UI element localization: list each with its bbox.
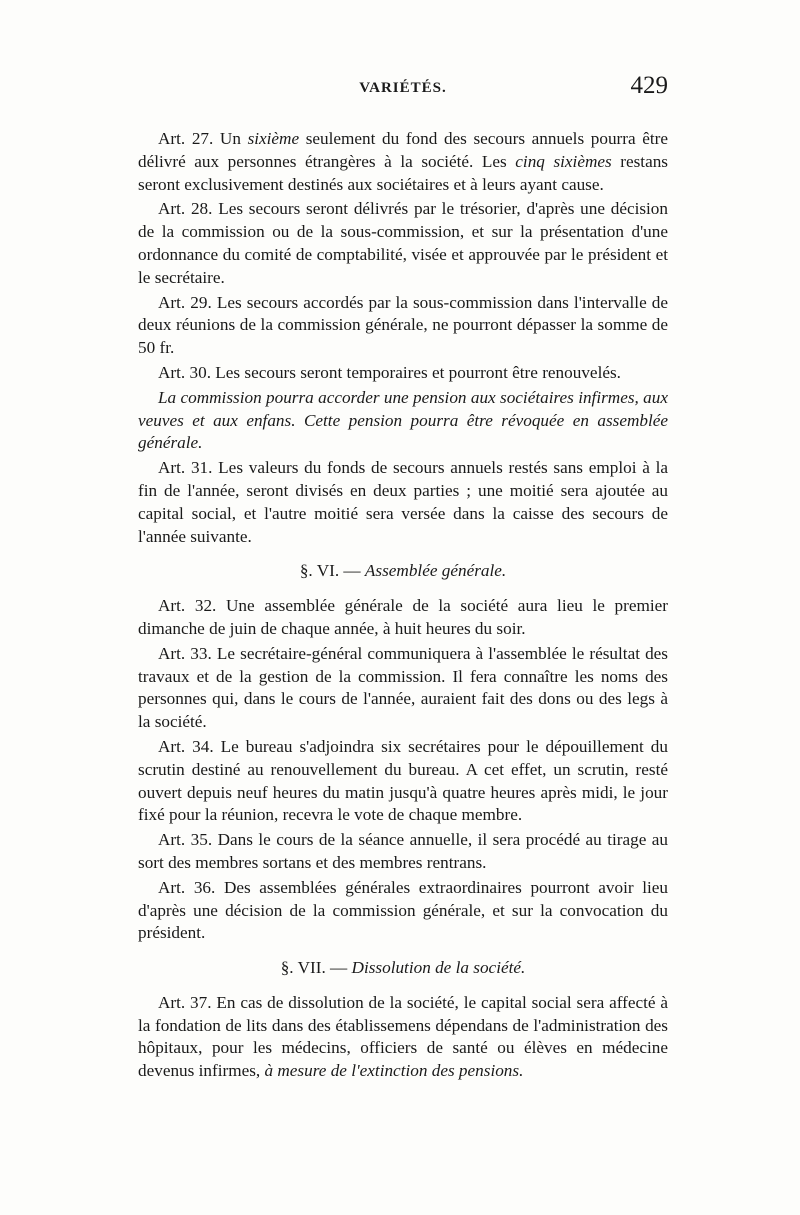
text-run: Art. 36. Des assemblées générales extraordinaires pourront avoir lieu d'après une décision de la commission générale, et sur la convocation du président. [138, 877, 668, 943]
text-run: Art. 32. Une assemblée générale de la société aura lieu le premier dimanche de juin de chaque année, à huit heures du soir. [138, 596, 668, 638]
article-paragraph [138, 736, 668, 827]
article-paragraph [138, 829, 668, 875]
italic-text: cinq sixièmes [515, 151, 612, 171]
article-paragraph [138, 877, 668, 945]
text-run: Art. 35. Dans le cours de la séance annuelle, il sera procédé au tirage au sort des membres sortans et des membres rentrans. [138, 830, 668, 872]
article-paragraph [138, 992, 668, 1083]
running-head: VARIÉTÉS. [359, 80, 447, 96]
text-run: Art. 28. Les secours seront délivrés par le trésorier, d'après une décision de la commission ou de la sous-commission, et sur la présentation d'une ordonnance du comité de comptabilité, visée et approuvée par le président et le secrétaire. [138, 199, 668, 287]
page-header [138, 72, 668, 112]
text-run: seulement du fond des secours annuels pourra être délivré aux personnes étrangères à la société. Les [138, 129, 668, 171]
italic-paragraph [138, 387, 668, 455]
text-run: Art. 37. En cas de dissolution de la société, le capital social sera affecté à la fondation de lits dans des établissemens dépendans de l'administration des hôpitaux, pour les médecins, officiers de santé ou élèves en médecine devenus infirmes, [138, 992, 668, 1081]
italic-text: à mesure de l'extinction des pensions. [264, 1061, 524, 1081]
article-paragraph [138, 292, 668, 360]
text-run: Art. 34. Le bureau s'adjoindra six secrétaires pour le dépouillement du scrutin destiné au renouvellement du bureau. A cet effet, un scrutin, resté ouvert depuis neuf heures du matin jusqu'à quatre heures après midi, le jour fixé pour la réunion, recevra le vote de chaque membre. [138, 736, 668, 825]
page-body [138, 128, 668, 1085]
section-heading [138, 560, 668, 583]
article-paragraph [138, 362, 668, 385]
italic-text: sixième [247, 129, 300, 148]
italic-text: Assemblée générale. [364, 561, 507, 581]
text-run: §. VI. — [299, 561, 365, 581]
article-paragraph [138, 128, 668, 196]
article-paragraph [138, 643, 668, 734]
article-paragraph [138, 198, 668, 289]
text-run: Art. 30. Les secours seront temporaires et pourront être renouvelés. [158, 362, 621, 382]
text-run: §. VII. — [280, 958, 352, 978]
article-paragraph [138, 595, 668, 641]
section-heading [138, 957, 668, 980]
text-run: La commission pourra accorder une pension aux sociétaires infirmes, aux veuves et aux enfans. Cette pension pourra être révoquée en assemblée générale. [138, 387, 668, 453]
text-run: restans seront exclusivement destinés aux sociétaires et à leurs ayant cause. [138, 151, 668, 194]
article-paragraph [138, 457, 668, 548]
text-run: Art. 27. Un [158, 129, 248, 148]
italic-text: Dissolution de la société. [351, 958, 526, 978]
text-run: Art. 29. Les secours accordés par la sous-commission dans l'intervalle de deux réunions de la commission générale, ne pourront dépasser la somme de 50 fr. [138, 292, 668, 358]
text-run: Art. 31. Les valeurs du fonds de secours annuels restés sans emploi à la fin de l'année, seront divisés en deux parties ; une moitié sera ajoutée au capital social, et l'autre moitié sera versée dans la caisse des secours de l'année suivante. [138, 458, 668, 546]
text-run: Art. 33. Le secrétaire-général communiquera à l'assemblée le résultat des travaux et de la gestion de la commission. Il fera connaître les noms des personnes qui, dans le cours de l'année, auraient fait des dons ou des legs à la société. [138, 643, 668, 732]
page-number: 429 [630, 72, 668, 99]
